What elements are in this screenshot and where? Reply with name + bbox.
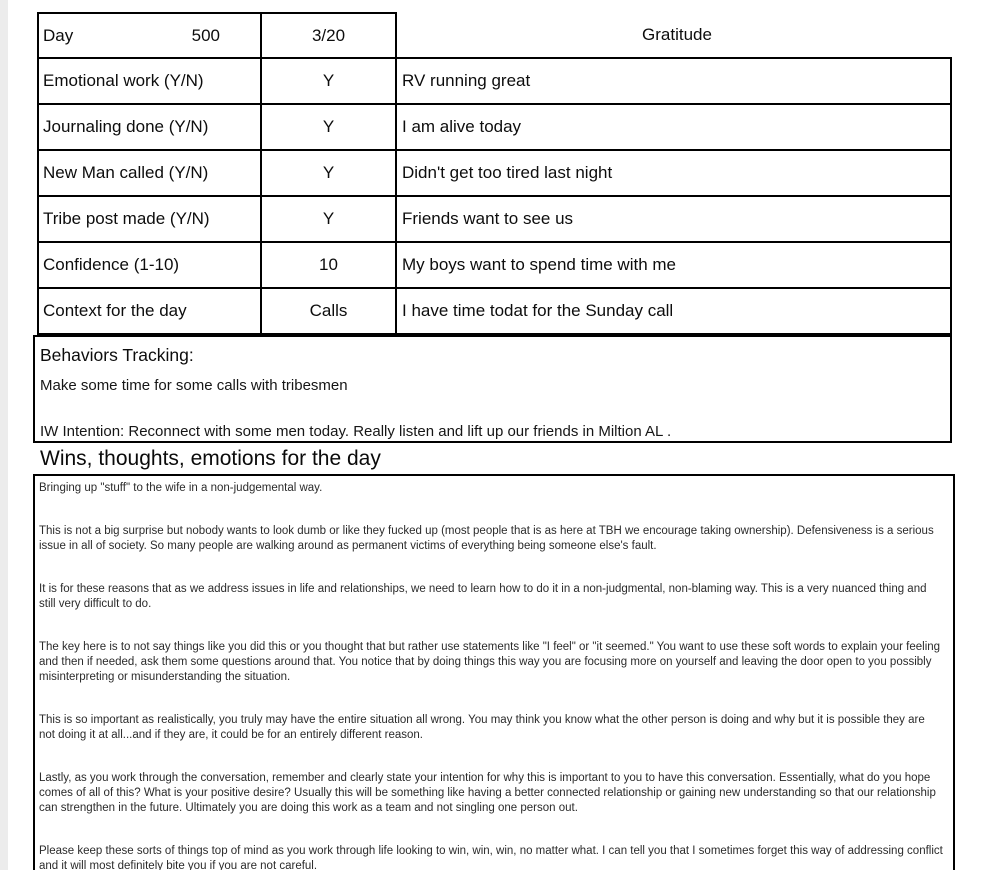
gratitude-cell: [397, 197, 952, 243]
day-header-cell: [37, 12, 260, 59]
wins-paragraph: The key here is to not say things like you did this or you thought that but rather use statements like "I feel" or "it seemed." You want to use these soft words to explain your feeling and then if needed, ask them some questions around that. You notice that by doing things this way you are focusing more on yourself and leaving the door open to you possibly misinterpreting or misunderstanding the situation.: [39, 641, 941, 683]
table-row: [37, 151, 952, 197]
tracker-value: Y: [322, 117, 335, 136]
table-row: [37, 105, 952, 151]
wins-paragraph: Bringing up "stuff" to the wife in a non-judgemental way.: [39, 482, 323, 494]
day-label: Day: [43, 25, 74, 45]
gratitude-entry: I am alive today: [402, 117, 522, 136]
tracker-label-cell: [37, 289, 260, 335]
gratitude-cell: [397, 151, 952, 197]
tracker-label-cell: [37, 243, 260, 289]
gratitude-entry: Friends want to see us: [402, 209, 574, 228]
gratitude-header-label: Gratitude: [642, 24, 712, 44]
gratitude-entry: I have time todat for the Sunday call: [402, 301, 674, 320]
wins-text-box: [33, 474, 955, 870]
tracker-label-cell: [37, 197, 260, 243]
tracker-label: Context for the day: [43, 301, 187, 320]
tracker-value: Y: [322, 71, 335, 90]
tracker-value: Calls: [309, 301, 348, 320]
table-row: [37, 243, 952, 289]
tracker-value-cell: [260, 289, 397, 335]
tracker-label: Journaling done (Y/N): [43, 117, 209, 136]
tracker-label-cell: [37, 105, 260, 151]
tracker-value-cell: [260, 243, 397, 289]
tracker-value-cell: [260, 105, 397, 151]
behaviors-title: Behaviors Tracking:: [40, 345, 194, 365]
iw-intention-line: IW Intention: Reconnect with some men today. Really listen and lift up our friends in Miltion AL .: [40, 423, 672, 440]
wins-paragraph: This is not a big surprise but nobody wants to look dumb or like they fucked up (most people that is as here at TBH we encourage taking ownership). Defensiveness is a serious issue in all of society. So many people are walking around as permanent victims of everything being someone else's fault.: [39, 525, 934, 552]
tracker-label: New Man called (Y/N): [43, 163, 209, 182]
tracker-value-cell: [260, 197, 397, 243]
table-row: [37, 289, 952, 335]
gratitude-cell: [397, 105, 952, 151]
table-row: [37, 197, 952, 243]
wins-paragraph: Lastly, as you work through the conversation, remember and clearly state your intention for why this is important to you to have this conversation. Essentially, what do you hope comes of all of this? What is your positive desire? Usually this will be something like having a better connected relationship or gaining new understanding so that our relationship can strengthen in the future. Ultimately you are doing this work as a team and not singling one person out.: [39, 772, 936, 814]
daily-tracker-table: [37, 12, 952, 335]
date-cell: [260, 12, 397, 59]
tracker-value: Y: [322, 209, 335, 228]
gratitude-entry: Didn't get too tired last night: [402, 163, 613, 182]
wins-paragraph: It is for these reasons that as we address issues in life and relationships, we need to learn how to do it in a non-judgmental, non-blaming way. This is a very nuanced thing and still very difficult to do.: [39, 583, 927, 610]
tracker-value-cell: [260, 59, 397, 105]
gratitude-cell: [397, 289, 952, 335]
tracker-label-cell: [37, 151, 260, 197]
gratitude-cell: [397, 59, 952, 105]
table-row: [37, 59, 952, 105]
gratitude-cell: [397, 243, 952, 289]
behaviors-note: Make some time for some calls with tribesmen: [40, 377, 348, 394]
tracker-header-row: [37, 12, 952, 59]
tracker-label-cell: [37, 59, 260, 105]
behaviors-tracking-box: [33, 335, 952, 443]
gratitude-entry: RV running great: [402, 71, 531, 90]
wins-section-heading: Wins, thoughts, emotions for the day: [40, 447, 381, 470]
tracker-label: Emotional work (Y/N): [43, 71, 204, 90]
tracker-value: Y: [322, 163, 335, 182]
gratitude-header-cell: [397, 12, 952, 59]
tracker-value: 10: [319, 255, 338, 274]
wins-paragraph: Please keep these sorts of things top of mind as you work through life looking to win, win, win, no matter what. I can tell you that I sometimes forget this way of addressing conflict and it will most definitely bite you if you are not careful.: [39, 845, 943, 870]
tracker-label: Confidence (1-10): [43, 255, 180, 274]
date-value: 3/20: [311, 25, 346, 45]
tracker-label: Tribe post made (Y/N): [43, 209, 210, 228]
day-number: 500: [191, 25, 220, 45]
page-edge-strip: [0, 0, 8, 870]
wins-paragraph: This is so important as realistically, you truly may have the entire situation all wrong. You may think you know what the other person is doing and why but it is possible they are not doing it at all...and if they are, it could be for an entirely different reason.: [39, 714, 925, 741]
gratitude-entry: My boys want to spend time with me: [402, 255, 677, 274]
tracker-value-cell: [260, 151, 397, 197]
